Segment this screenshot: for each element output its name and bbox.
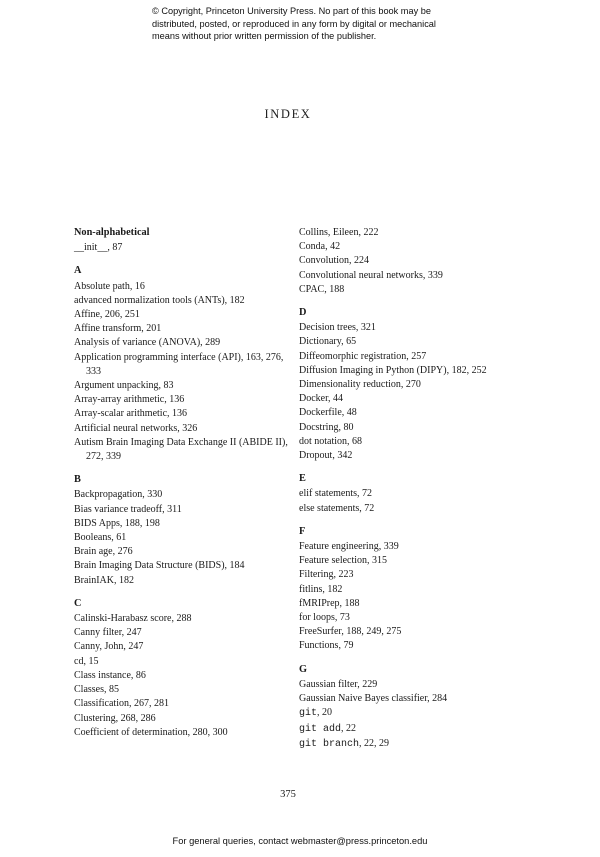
section-heading: A xyxy=(74,265,82,277)
copyright-notice xyxy=(152,5,472,43)
index-entry: Docstring, 80 xyxy=(299,421,354,433)
index-entry xyxy=(299,722,519,737)
index-entry: Array-scalar arithmetic, 136 xyxy=(74,408,188,420)
index-entry: __init__, 87 xyxy=(74,242,123,254)
index-entry: Filtering, 223 xyxy=(299,569,354,581)
footer-contact: For general queries, contact webmaster@press.princeton.edu xyxy=(172,836,428,846)
index-entry xyxy=(299,706,519,721)
index-entry: Convolutional neural networks, 339 xyxy=(299,269,443,281)
index-entry: Convolution, 224 xyxy=(299,255,370,267)
index-column-right xyxy=(299,226,519,752)
index-entry: Affine transform, 201 xyxy=(74,323,162,335)
index-entry: else statements, 72 xyxy=(299,502,375,514)
index-entry: Conda, 42 xyxy=(299,241,341,253)
index-entry: CPAC, 188 xyxy=(299,283,345,295)
index-entry: Brain age, 276 xyxy=(74,546,133,558)
index-entry: Artificial neural networks, 326 xyxy=(74,422,198,434)
index-entry: Diffeomorphic registration, 257 xyxy=(299,350,427,362)
section-heading: E xyxy=(299,473,306,485)
index-entry: Affine, 206, 251 xyxy=(74,309,140,321)
index-entry: Dockerfile, 48 xyxy=(299,407,357,419)
index-entry: Clustering, 268, 286 xyxy=(74,712,156,724)
index-entry: elif statements, 72 xyxy=(299,488,373,500)
index-entry: Array-array arithmetic, 136 xyxy=(74,394,185,406)
index-entry: Dropout, 342 xyxy=(299,450,353,462)
index-entry: Classification, 267, 281 xyxy=(74,698,169,710)
page-refs: , 22 xyxy=(341,722,357,734)
index-entry: Absolute path, 16 xyxy=(74,280,145,292)
page-refs: , 22, 29 xyxy=(359,737,390,749)
index-entry: Brain Imaging Data Structure (BIDS), 184 xyxy=(74,560,245,572)
section-heading: Non-alphabetical xyxy=(74,227,150,238)
index-entry: Functions, 79 xyxy=(299,640,354,652)
index-entry: dot notation, 68 xyxy=(299,435,363,447)
index-entry: Diffusion Imaging in Python (DIPY), 182, 252 xyxy=(299,364,487,376)
index-entry: for loops, 73 xyxy=(299,612,350,624)
index-entry: FreeSurfer, 188, 249, 275 xyxy=(299,626,402,638)
index-entry: Canny, John, 247 xyxy=(74,641,144,653)
index-entry: fMRIPrep, 188 xyxy=(299,597,360,609)
index-entry: Dimensionality reduction, 270 xyxy=(299,379,421,391)
section-heading: G xyxy=(299,663,308,675)
page-number: 375 xyxy=(280,789,296,800)
index-entry: Canny filter, 247 xyxy=(74,627,142,639)
index-column-left xyxy=(74,226,289,740)
index-entry: Dictionary, 65 xyxy=(299,336,357,348)
index-entry: Coefficient of determination, 280, 300 xyxy=(74,726,228,738)
index-entry: Calinski-Harabasz score, 288 xyxy=(74,613,192,625)
index-entry: Classes, 85 xyxy=(74,684,119,696)
index-entry: Feature engineering, 339 xyxy=(299,541,399,553)
index-entry: Autism Brain Imaging Data Exchange II (ABIDE II), 272, 339 xyxy=(74,436,288,463)
index-entry: Feature selection, 315 xyxy=(299,555,388,567)
index-entry: Backpropagation, 330 xyxy=(74,489,163,501)
index-entry xyxy=(299,737,519,752)
code-term: git add xyxy=(299,723,342,735)
copyright-line: © Copyright, Princeton University Press. No part of this book may be xyxy=(152,6,431,16)
page-refs: , 20 xyxy=(317,707,333,719)
index-entry: Docker, 44 xyxy=(299,393,344,405)
index-entry: advanced normalization tools (ANTs), 182 xyxy=(74,294,245,306)
index-entry: cd, 15 xyxy=(74,655,99,667)
copyright-line: means without prior written permission of the publisher. xyxy=(152,31,377,41)
section-heading: B xyxy=(74,474,81,486)
index-entry: Booleans, 61 xyxy=(74,532,127,544)
index-entry: BrainIAK, 182 xyxy=(74,574,134,586)
index-entry: Decision trees, 321 xyxy=(299,322,376,334)
index-entry: Collins, Eileen, 222 xyxy=(299,227,379,238)
copyright-line: distributed, posted, or reproduced in any form by digital or mechanical xyxy=(152,18,436,29)
index-entry: Analysis of variance (ANOVA), 289 xyxy=(74,337,221,349)
index-entry: BIDS Apps, 188, 198 xyxy=(74,517,160,529)
index-entry: Argument unpacking, 83 xyxy=(74,380,174,392)
index-entry: Class instance, 86 xyxy=(74,669,146,681)
section-heading: D xyxy=(299,307,307,319)
index-entry: Gaussian Naive Bayes classifier, 284 xyxy=(299,693,448,705)
code-term: git branch xyxy=(299,738,360,750)
index-entry: Gaussian filter, 229 xyxy=(299,678,378,690)
index-entry: Bias variance tradeoff, 311 xyxy=(74,503,182,515)
index-entry: Application programming interface (API), 163, 276, 333 xyxy=(74,351,284,377)
page-title: INDEX xyxy=(264,107,312,121)
section-heading: F xyxy=(299,525,306,537)
code-term: git xyxy=(299,708,318,720)
index-entry: fitlins, 182 xyxy=(299,583,343,595)
section-heading: C xyxy=(74,597,82,609)
